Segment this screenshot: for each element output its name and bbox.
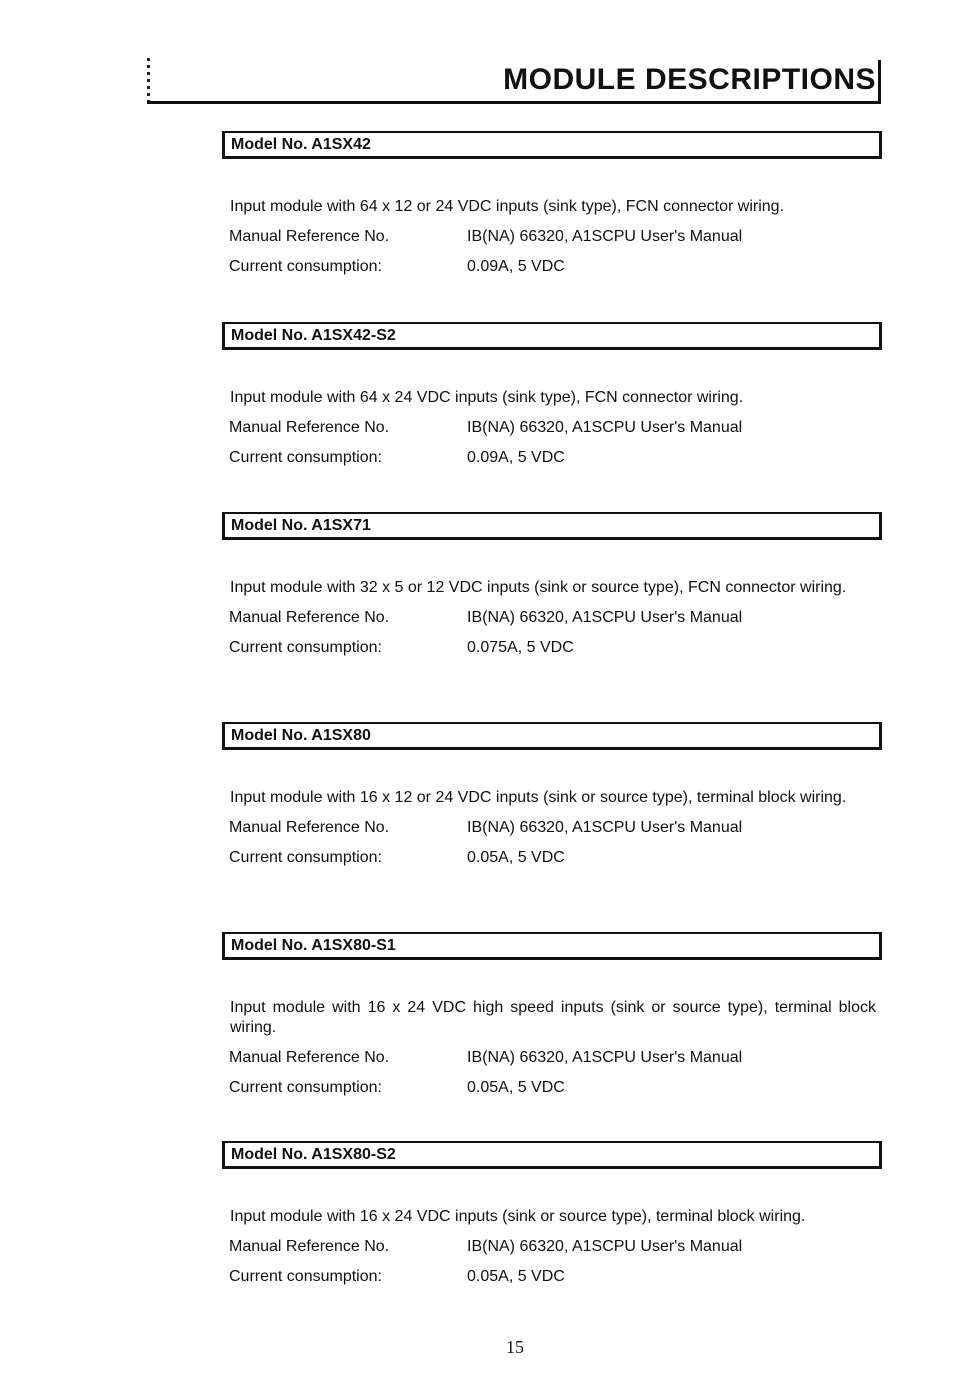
current-value: 0.05A, 5 VDC [467, 1079, 565, 1096]
current-row [229, 448, 882, 468]
manual-ref-value: IB(NA) 66320, A1SCPU User's Manual [467, 819, 743, 836]
model-heading: Model No. A1SX80-S2 [222, 1141, 882, 1169]
current-value: 0.09A, 5 VDC [467, 449, 565, 466]
current-row [229, 848, 882, 868]
module-description: Input module with 16 x 24 VDC inputs (sink or source type), terminal block wiring. [230, 1208, 806, 1225]
module-section [222, 131, 882, 277]
current-row [229, 1267, 882, 1287]
module-section [222, 932, 882, 1098]
current-value: 0.05A, 5 VDC [467, 849, 565, 866]
model-heading: Model No. A1SX80 [222, 722, 882, 750]
manual-ref-label: Manual Reference No. [229, 609, 390, 626]
current-label: Current consumption: [229, 1268, 382, 1285]
manual-ref-label: Manual Reference No. [229, 1238, 390, 1255]
manual-ref-value: IB(NA) 66320, A1SCPU User's Manual [467, 228, 743, 245]
manual-ref-value: IB(NA) 66320, A1SCPU User's Manual [467, 1238, 743, 1255]
manual-ref-row [229, 818, 882, 838]
model-heading: Model No. A1SX71 [222, 512, 882, 540]
manual-ref-value: IB(NA) 66320, A1SCPU User's Manual [467, 419, 743, 436]
manual-ref-row [229, 227, 882, 247]
manual-ref-row [229, 608, 882, 628]
header-right-bar [878, 60, 881, 104]
current-row [229, 257, 882, 277]
current-row [229, 1078, 882, 1098]
manual-ref-row [229, 1048, 882, 1068]
current-row [229, 638, 882, 658]
module-section [222, 722, 882, 868]
manual-ref-value: IB(NA) 66320, A1SCPU User's Manual [467, 609, 743, 626]
current-value: 0.05A, 5 VDC [467, 1268, 565, 1285]
page-title: MODULE DESCRIPTIONS [503, 63, 876, 96]
module-description: Input module with 16 x 12 or 24 VDC inputs (sink or source type), terminal block wiring. [230, 789, 847, 806]
manual-ref-row [229, 1237, 882, 1257]
header-margin-marks [147, 58, 150, 102]
page-number: 15 [506, 1337, 524, 1357]
manual-ref-value: IB(NA) 66320, A1SCPU User's Manual [467, 1049, 743, 1066]
module-section [222, 512, 882, 658]
manual-ref-row [229, 418, 882, 438]
current-label: Current consumption: [229, 449, 382, 466]
module-description: Input module with 32 x 5 or 12 VDC inputs (sink or source type), FCN connector wiring. [230, 579, 847, 596]
current-value: 0.09A, 5 VDC [467, 258, 565, 275]
module-description: Input module with 64 x 24 VDC inputs (sink type), FCN connector wiring. [230, 389, 744, 406]
model-heading: Model No. A1SX80-S1 [222, 932, 882, 960]
manual-ref-label: Manual Reference No. [229, 819, 390, 836]
current-label: Current consumption: [229, 1079, 382, 1096]
current-value: 0.075A, 5 VDC [467, 639, 574, 656]
module-description: Input module with 64 x 12 or 24 VDC inputs (sink type), FCN connector wiring. [230, 198, 785, 215]
module-section [222, 322, 882, 468]
header-rule [147, 101, 881, 104]
model-heading: Model No. A1SX42-S2 [222, 322, 882, 350]
model-heading: Model No. A1SX42 [222, 131, 882, 159]
manual-ref-label: Manual Reference No. [229, 419, 390, 436]
manual-ref-label: Manual Reference No. [229, 228, 390, 245]
manual-ref-label: Manual Reference No. [229, 1049, 390, 1066]
current-label: Current consumption: [229, 849, 382, 866]
current-label: Current consumption: [229, 639, 382, 656]
module-section [222, 1141, 882, 1287]
current-label: Current consumption: [229, 258, 382, 275]
module-description: Input module with 16 x 24 VDC high speed inputs (sink or source type), terminal block wiring. [230, 999, 876, 1036]
